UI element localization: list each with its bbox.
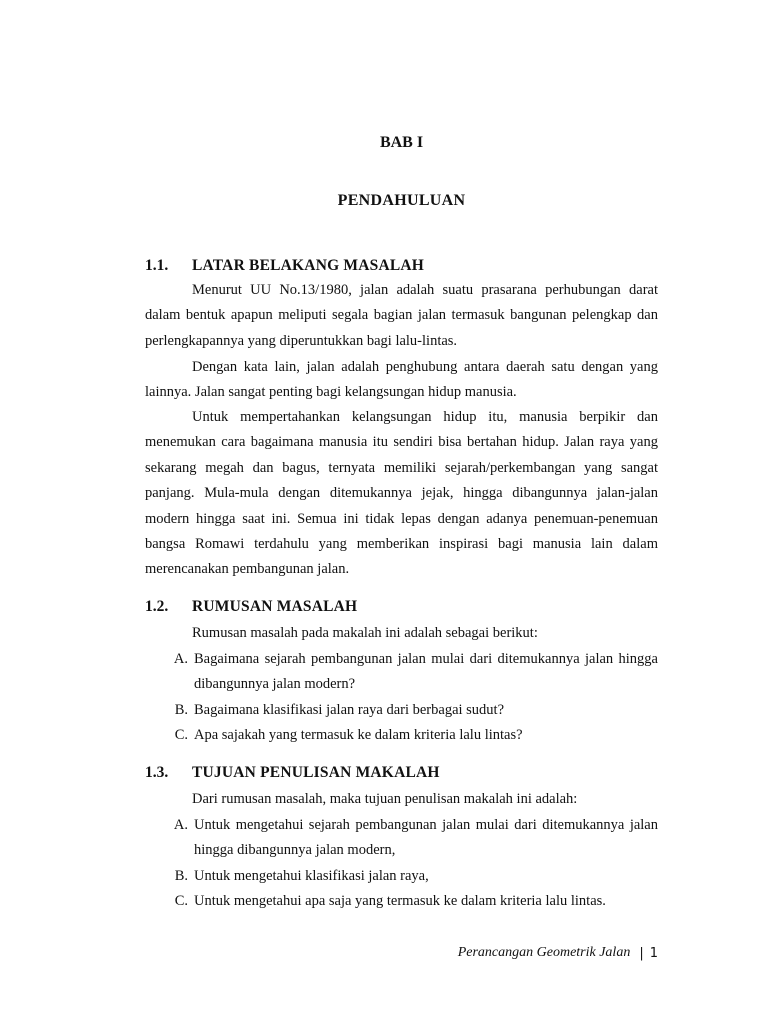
list-item [145,864,658,889]
list-item [145,647,658,698]
section-heading-1-3 [145,764,658,782]
list-item-text: Untuk mengetahui sejarah pembangunan jalan mulai dari ditemukannya jalan hingga dibangunnya jalan modern, [194,817,658,859]
paragraph: Dengan kata lain, jalan adalah penghubung antara daerah satu dengan yang lainnya. Jalan sangat penting bagi kelangsungan hidup manusia. [145,359,658,401]
section-title: LATAR BELAKANG MASALAH [192,257,425,274]
list-marker: A. [173,651,188,667]
list-item [145,889,658,914]
paragraph: Untuk mempertahankan kelangsungan hidup itu, manusia berpikir dan menemukan cara bagaimana manusia itu sendiri bisa bertahan hidup. Jalan raya yang sekarang megah dan bagus, ternyata memiliki sejarah/perkembangan yang sangat panjang. Mula-mula dengan ditemukannya jejak, hingga dibangunnya jalan-jalan modern hingga saat ini. Semua ini tidak lepas dengan adanya penemuan-penemuan bangsa Romawi terdahulu yang memberikan inspirasi bagi manusia lain dalam merencanakan pembangunan jalan. [145,409,658,578]
list-item-text: Untuk mengetahui apa saja yang termasuk ke dalam kriteria lalu lintas. [194,893,606,910]
list-marker: C. [174,727,188,744]
list-item [145,813,658,864]
page-number: 1 [649,945,658,961]
problem-list [145,647,658,749]
section-number: 1.3. [145,764,169,781]
page-footer [458,945,658,961]
list-marker: B. [174,701,188,718]
section-title: RUMUSAN MASALAH [192,598,358,615]
chapter-title: PENDAHULUAN [337,192,466,209]
paragraph: Dari rumusan masalah, maka tujuan penulisan makalah ini adalah: [192,791,578,807]
footer-separator: | [639,945,644,961]
paragraph: Menurut UU No.13/1980, jalan adalah suatu prasarana perhubungan darat dalam bentuk apapun meliputi segala bagian jalan termasuk bangunan pelengkap dan perlengkapannya yang diperuntukkan bagi lalu-lintas. [145,282,658,349]
list-item-text: Bagaimana klasifikasi jalan raya dari berbagai sudut? [194,701,505,718]
list-marker: C. [174,893,188,910]
list-item [145,723,658,748]
list-item [145,698,658,723]
section-number: 1.1. [145,257,169,274]
paragraph: Rumusan masalah pada makalah ini adalah sebagai berikut: [192,625,538,641]
section-number: 1.2. [145,598,169,615]
section-title: TUJUAN PENULISAN MAKALAH [192,764,440,781]
section-heading-1-1 [145,257,658,275]
list-item-text: Untuk mengetahui klasifikasi jalan raya, [194,867,429,884]
objective-list [145,813,658,915]
section-heading-1-2 [145,598,658,616]
list-marker: A. [173,817,188,833]
list-marker: B. [174,867,188,884]
list-item-text: Apa sajakah yang termasuk ke dalam kriteria lalu lintas? [194,727,523,744]
chapter-label: BAB I [379,134,424,151]
footer-title: Perancangan Geometrik Jalan [457,945,631,960]
list-item-text: Bagaimana sejarah pembangunan jalan mulai dari ditemukannya jalan hingga dibangunnya jalan modern? [194,651,658,693]
